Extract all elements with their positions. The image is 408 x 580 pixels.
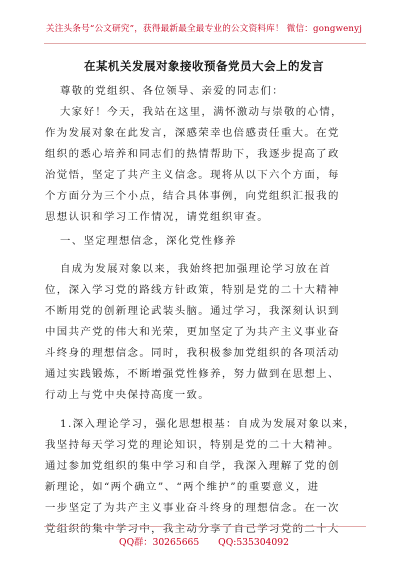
text-line: 尊敬的党组织、各位领导、亲爱的同志们： <box>60 85 285 97</box>
text-line: 作为发展对象在此发言，深感荣幸也倍感责任重大。在党 <box>45 127 340 139</box>
text-line: 位，深入学习党的路线方针政策，特别是党的二十大精神 <box>45 284 340 296</box>
text-line: 党组织的集中学习中，我主动分享了自己学习党的二十大 <box>45 523 340 535</box>
header-banner: 关注头条号“公文研究”，获得最新最全最专业的公文资料库！ 微信：gongwenyj <box>45 24 363 34</box>
text-line: 中国共产党的伟大和光荣，更加坚定了为共产主义事业奋 <box>45 326 340 338</box>
text-line: 一步坚定了为共产主义事业奋斗终身的理想信念。在一次 <box>45 502 340 514</box>
qq-group-text: QQ群：30265665 <box>119 537 200 548</box>
footer-banner <box>0 534 408 548</box>
section-heading: 一、坚定理想信念，深化党性修养 <box>60 235 237 247</box>
text-line: 行动上与党中央保持高度一致。 <box>45 389 211 401</box>
text-line: 不断用党的创新理论武装头脑。通过学习，我深刻认识到 <box>45 305 340 317</box>
text-line: 我坚持每天学习党的理论知识，特别是党的二十大精神。 <box>45 439 340 451</box>
footer-divider <box>44 526 366 527</box>
text-line: 大家好！今天，我站在这里，满怀激动与崇敬的心情， <box>60 106 343 118</box>
header-divider <box>44 43 366 44</box>
qq-text: QQ:535304092 <box>218 537 289 548</box>
text-line: 治觉悟，坚定了共产主义信念。现将从以下六个方面，每 <box>45 169 340 181</box>
text-line: 新理论，如“两个确立”、“两个维护”的重要意义，进 <box>45 481 320 493</box>
text-line: 组织的悉心培养和同志们的热情帮助下，我逐步提高了政 <box>45 148 340 160</box>
text-line: 斗终身的理想信念。同时，我积极参加党组织的各项活动 <box>45 347 340 359</box>
text-line: 通过参加党组织的集中学习和自学，我深入理解了党的创 <box>45 460 340 472</box>
document-title: 在某机关发展对象接收预备党员大会上的发言 <box>84 59 324 73</box>
text-line: 自成为发展对象以来，我始终把加强理论学习放在首 <box>60 263 332 275</box>
text-line: 1.深入理论学习，强化思想根基：自成为发展对象以来， <box>60 418 356 430</box>
text-line: 思想认识和学习工作情况，请党组织审查。 <box>45 211 270 223</box>
text-line: 个方面分为三个小点，结合具体事例，向党组织汇报我的 <box>45 190 340 202</box>
text-line: 通过实践锻炼，不断增强党性修养，努力做到在思想上、 <box>45 368 340 380</box>
